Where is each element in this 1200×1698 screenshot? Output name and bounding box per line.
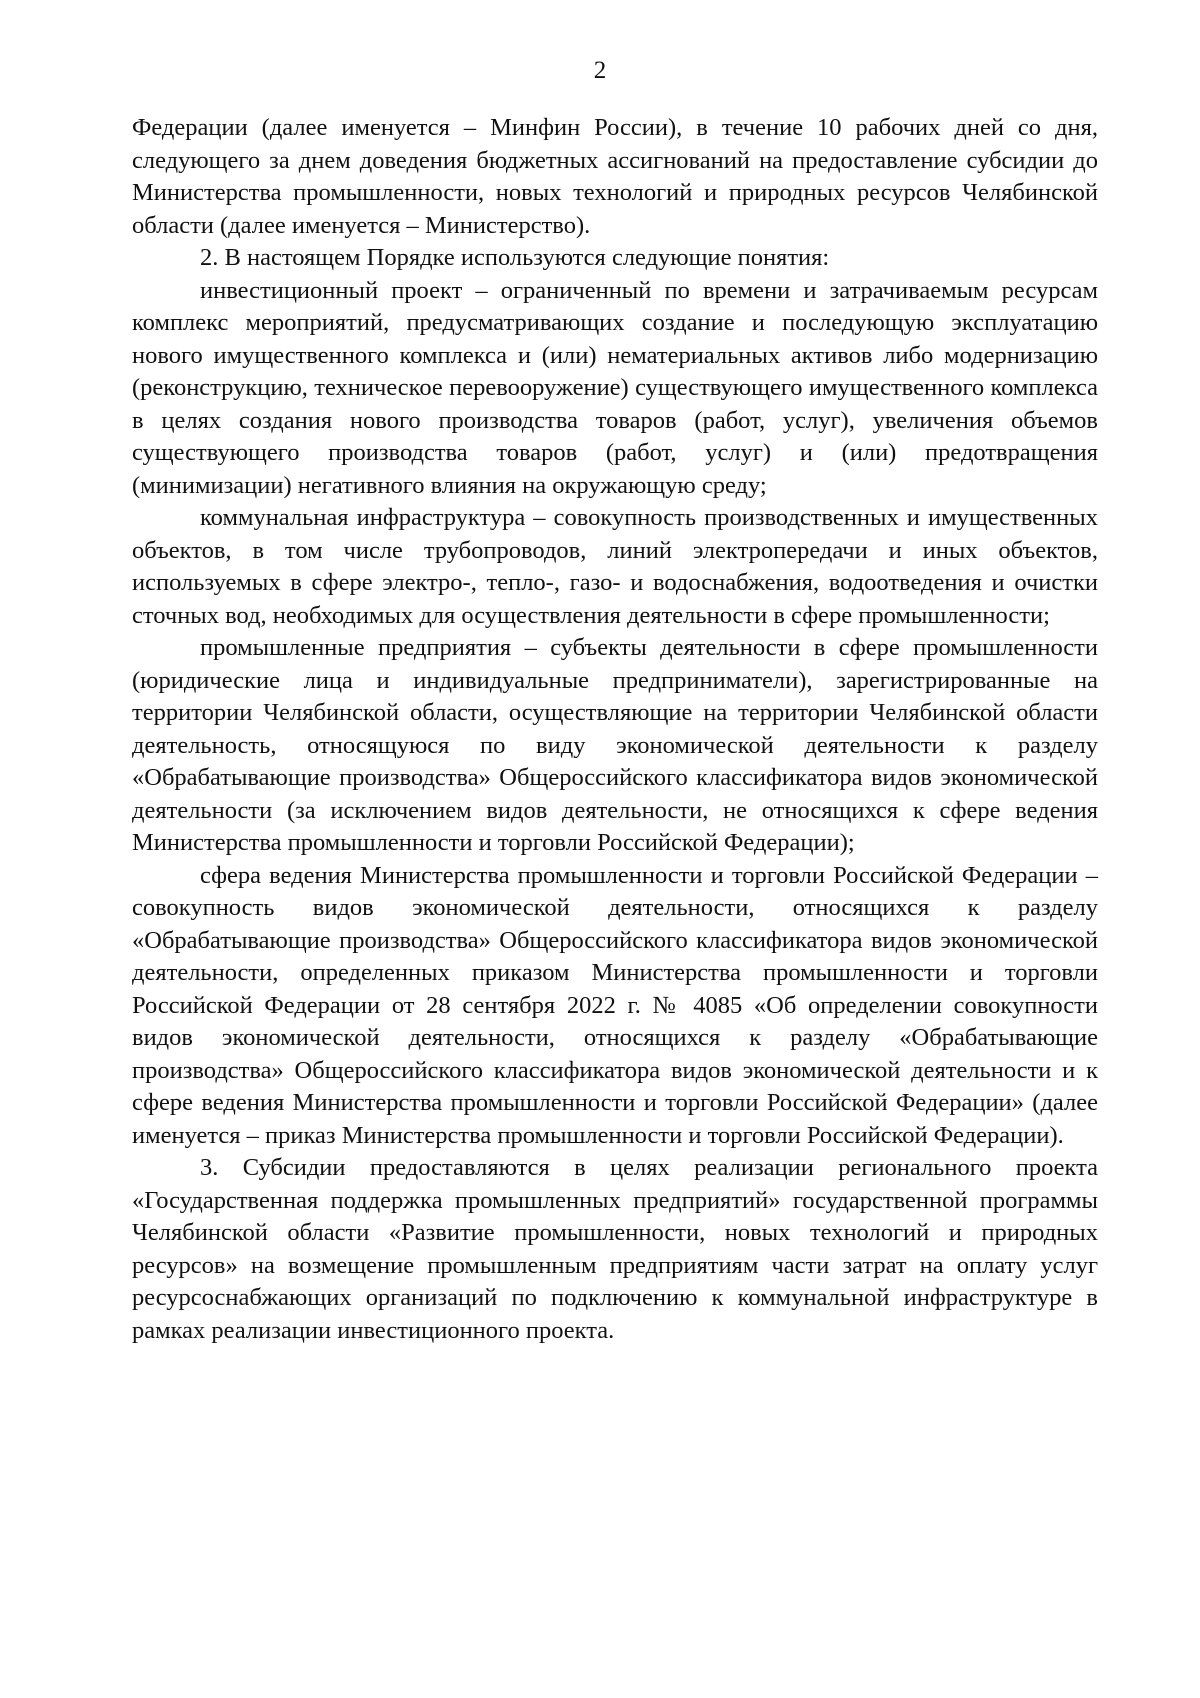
document-body (132, 112, 1098, 1347)
paragraph-investment-project: инвестиционный проект – ограниченный по времени и затрачиваемым ресурсам комплекс мероприятий, предусматривающих создание и последующую эксплуатацию нового имущественного комплекса и (или) нематериальных активов либо модернизацию (реконструкцию, техническое перевооружение) существующего имущественного комплекса в целях создания нового производства товаров (работ, услуг), увеличения объемов существующего производства товаров (работ, услуг) и (или) предотвращения (минимизации) негативного влияния на окружающую среду; (132, 276, 1098, 499)
paragraph-subsidy-purpose: 3. Субсидии предоставляются в целях реализации регионального проекта «Государственная поддержка промышленных предприятий» государственной программы Челябинской области «Развитие промышленности, новых технологий и природных ресурсов» на возмещение промышленным предприятиям части затрат на оплату услуг ресурсоснабжающих организаций по подключению к коммунальной инфраструктуре в рамках реализации инвестиционного проекта. (132, 1154, 1098, 1344)
paragraph-definitions-intro: 2. В настоящем Порядке используются следующие понятия: (200, 244, 830, 271)
paragraph-continuation: Федерации (далее именуется – Минфин России), в течение 10 рабочих дней со дня, следующего за днем доведения бюджетных ассигнований на предоставление субсидии до Министерства промышленности, новых технологий и природных ресурсов Челябинской области (далее именуется – Министерство). (132, 114, 1098, 239)
page-number: 2 (593, 57, 607, 84)
paragraph-ministry-scope: сфера ведения Министерства промышленности и торговли Российской Федерации – совокупность видов экономической деятельности, относящихся к разделу «Обрабатывающие производства» Общероссийского классификатора видов экономической деятельности, определенных приказом Министерства промышленности и торговли Российской Федерации от 28 сентября 2022 г. № 4085 «Об определении совокупности видов экономической деятельности, относящихся к разделу «Обрабатывающие производства» Общероссийского классификатора видов экономической деятельности и к сфере ведения Министерства промышленности и торговли Российской Федерации» (далее именуется – приказ Министерства промышленности и торговли Российской Федерации). (132, 861, 1098, 1149)
paragraph-utility-infrastructure: коммунальная инфраструктура – совокупность производственных и имущественных объектов, в том числе трубопроводов, линий электропередачи и иных объектов, используемых в сфере электро-, тепло-, газо- и водоснабжения, водоотведения и очистки сточных вод, необходимых для осуществления деятельности в сфере промышленности; (132, 504, 1098, 629)
paragraph-industrial-enterprises: промышленные предприятия – субъекты деятельности в сфере промышленности (юридические лица и индивидуальные предприниматели), зарегистрированные на территории Челябинской области, осуществляющие на территории Челябинской области деятельность, относящуюся по виду экономической деятельности к разделу «Обрабатывающие производства» Общероссийского классификатора видов экономической деятельности (за исключением видов деятельности, не относящихся к сфере ведения Министерства промышленности и торговли Российской Федерации); (132, 634, 1098, 856)
